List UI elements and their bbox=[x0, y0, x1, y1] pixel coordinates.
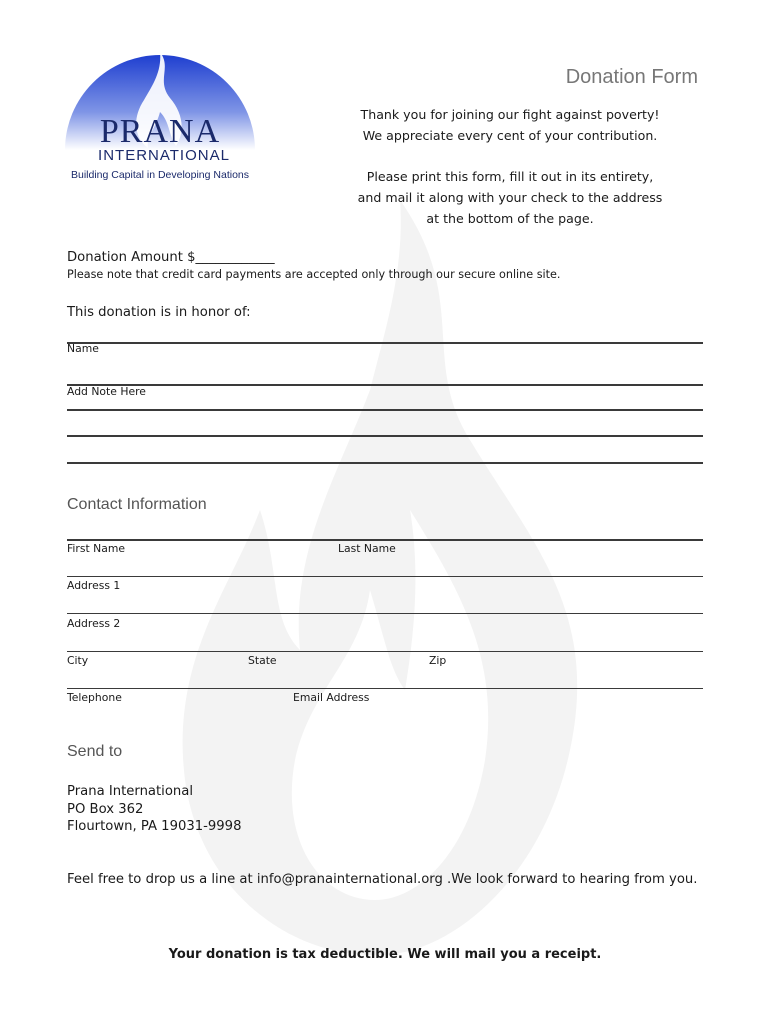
address2-label: Address 2 bbox=[67, 617, 121, 630]
honor-name-label: Name bbox=[67, 342, 99, 355]
tax-deductible-note: Your donation is tax deductible. We will mail you a receipt. bbox=[168, 947, 602, 962]
logo-name: PRANA bbox=[99, 113, 221, 150]
prana-logo bbox=[60, 38, 260, 188]
note-line-4 bbox=[67, 462, 703, 464]
address-line-1: Prana International bbox=[67, 784, 194, 799]
zip-label: Zip bbox=[429, 654, 447, 667]
city-label: City bbox=[67, 654, 89, 667]
address1-label: Address 1 bbox=[67, 579, 121, 592]
intro-line-2: We appreciate every cent of your contribution. bbox=[362, 128, 658, 143]
address-line-2: PO Box 362 bbox=[67, 801, 144, 817]
telephone-line bbox=[67, 688, 703, 689]
address2-line bbox=[67, 613, 703, 614]
donation-amount-label: Donation Amount $____________ bbox=[67, 250, 275, 265]
mailing-address bbox=[67, 783, 241, 836]
page-title: Donation Form bbox=[565, 66, 698, 88]
telephone-label: Telephone bbox=[67, 691, 122, 704]
note-label: Add Note Here bbox=[67, 385, 146, 398]
intro-line-4: and mail it along with your check to the address bbox=[357, 190, 663, 205]
intro-line-5: at the bottom of the page. bbox=[426, 211, 594, 226]
name-line bbox=[67, 539, 703, 541]
email-label: Email Address bbox=[293, 691, 370, 704]
credit-card-note: Please note that credit card payments are accepted only through our secure online site. bbox=[67, 268, 561, 281]
honor-name-line bbox=[67, 342, 703, 344]
note-line-1 bbox=[67, 384, 703, 386]
intro-line-3: Please print this form, fill it out in its entirety, bbox=[366, 169, 654, 184]
contact-email-line: Feel free to drop us a line at info@pranainternational.org .We look forward to hearing from you. bbox=[67, 872, 698, 887]
intro-line-1: Thank you for joining our fight against poverty! bbox=[360, 107, 660, 122]
last-name-label: Last Name bbox=[338, 542, 396, 555]
address-line-3: Flourtown, PA 19031-9998 bbox=[67, 819, 242, 834]
logo-tagline: Building Capital in Developing Nations bbox=[70, 169, 250, 181]
city-line bbox=[67, 651, 703, 652]
contact-heading: Contact Information bbox=[67, 496, 207, 513]
state-label: State bbox=[248, 654, 277, 667]
logo-sub: INTERNATIONAL bbox=[98, 147, 230, 164]
address1-line bbox=[67, 576, 703, 577]
honor-heading: This donation is in honor of: bbox=[67, 305, 251, 320]
note-line-2 bbox=[67, 409, 703, 411]
note-line-3 bbox=[67, 435, 703, 437]
send-to-heading: Send to bbox=[67, 743, 123, 760]
first-name-label: First Name bbox=[67, 542, 126, 555]
